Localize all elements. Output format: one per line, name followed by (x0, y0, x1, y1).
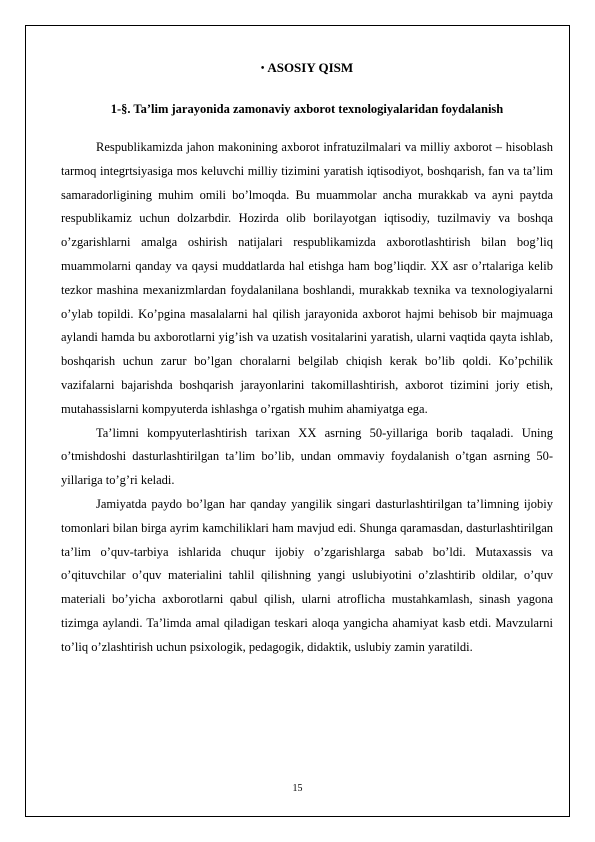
section-heading-text: ASOSIY QISM (267, 60, 354, 75)
page-number: 15 (292, 783, 303, 794)
paragraph: Jamiyatda paydo bo’lgan har qanday yangilik singari dasturlashtirilgan ta’limning ijobiy tomonlari bilan birga ayrim kamchiliklari ham mavjud edi. Shunga qaramasdan, dasturlashtirilgan ta’lim o’quv-tarbiya ishlarida chuqur ijobiy o’zgarishlarga sabab bo’ldi. Mutaxassis va o’qituvchilar o’quv materialini tahlil qilishning yangi uslubiyotini o’zlashtirib oldilar, o’quv materiali bo’yicha axborotlarni qabul qilish, ularni atroflicha mustahkamlash, sinash yagona tizimga aylandi. Ta’limda amal qiladigan teskari aloqa yangicha ahamiyat kasb etdi. Mavzularni to’liq o’zlashtirish uchun psixologik, pedagogik, didaktik, uslubiy zamin yaratildi. (61, 496, 553, 654)
document-body (61, 55, 553, 660)
paragraph: Respublikamizda jahon makonining axborot infratuzilmalari va milliy axborot – hisoblash tarmoq integrtsiyasiga mos keluvchi milliy tizimini yaratish iqtisodiyot, boshqarish, fan va ta’lim samaradorligining muhim omili bo’lmoqda. Bu muammolar ancha murakkab va ayni paytda respublikamiz uchun dolzarbdir. Hozirda olib borilayotgan iqtisodiy, tuzilmaviy va boshqa o’zgarishlarni amalga oshirish natijalari respublikamizda axborotlashtirish bilan bog’liq muammolarni qanday va qaysi muddatlarda hal etishga ham bog’liqdir. XX asr o’rtalariga kelib tezkor mashina mexanizmlardan foydalanilana boshlandi, murakkab texnika va texnologiyalarni o’ylab topildi. Ko’pgina masalalarni hal qilish jarayonida axborot hajmi behisob bir majmuaga aylandi hamda bu axborotlarni yig’ish va uzatish vositalarini yaratish, ularni vaqtida qayta ishlab, boshqarish uchun zarur bo’lgan choralarni belgilab chiqish kerak bo’lib qoldi. Ko’pchilik vazifalarni bajarishda boshqarish jarayonlarini takomillashtirish, axborot tizimini joriy etish, mutahassislarni kompyuterda ishlashga o’rgatish muhim ahamiyatga ega. (61, 140, 553, 416)
body-text (61, 136, 553, 660)
paragraph: Ta’limni kompyuterlashtirish tarixan XX asrning 50-yillariga borib taqaladi. Uning o’tmishdoshi dasturlashtirilgan ta’lim bo’lib, undan ommaviy foydalanish o’tgan asrning 50-yillariga to’g’ri keladi. (61, 425, 553, 488)
bullet-icon: • (260, 63, 265, 74)
section-heading (61, 59, 553, 78)
subsection-heading: 1-§. Ta’lim jarayonida zamonaviy axborot texnologiyalaridan foydalanish (110, 102, 504, 116)
